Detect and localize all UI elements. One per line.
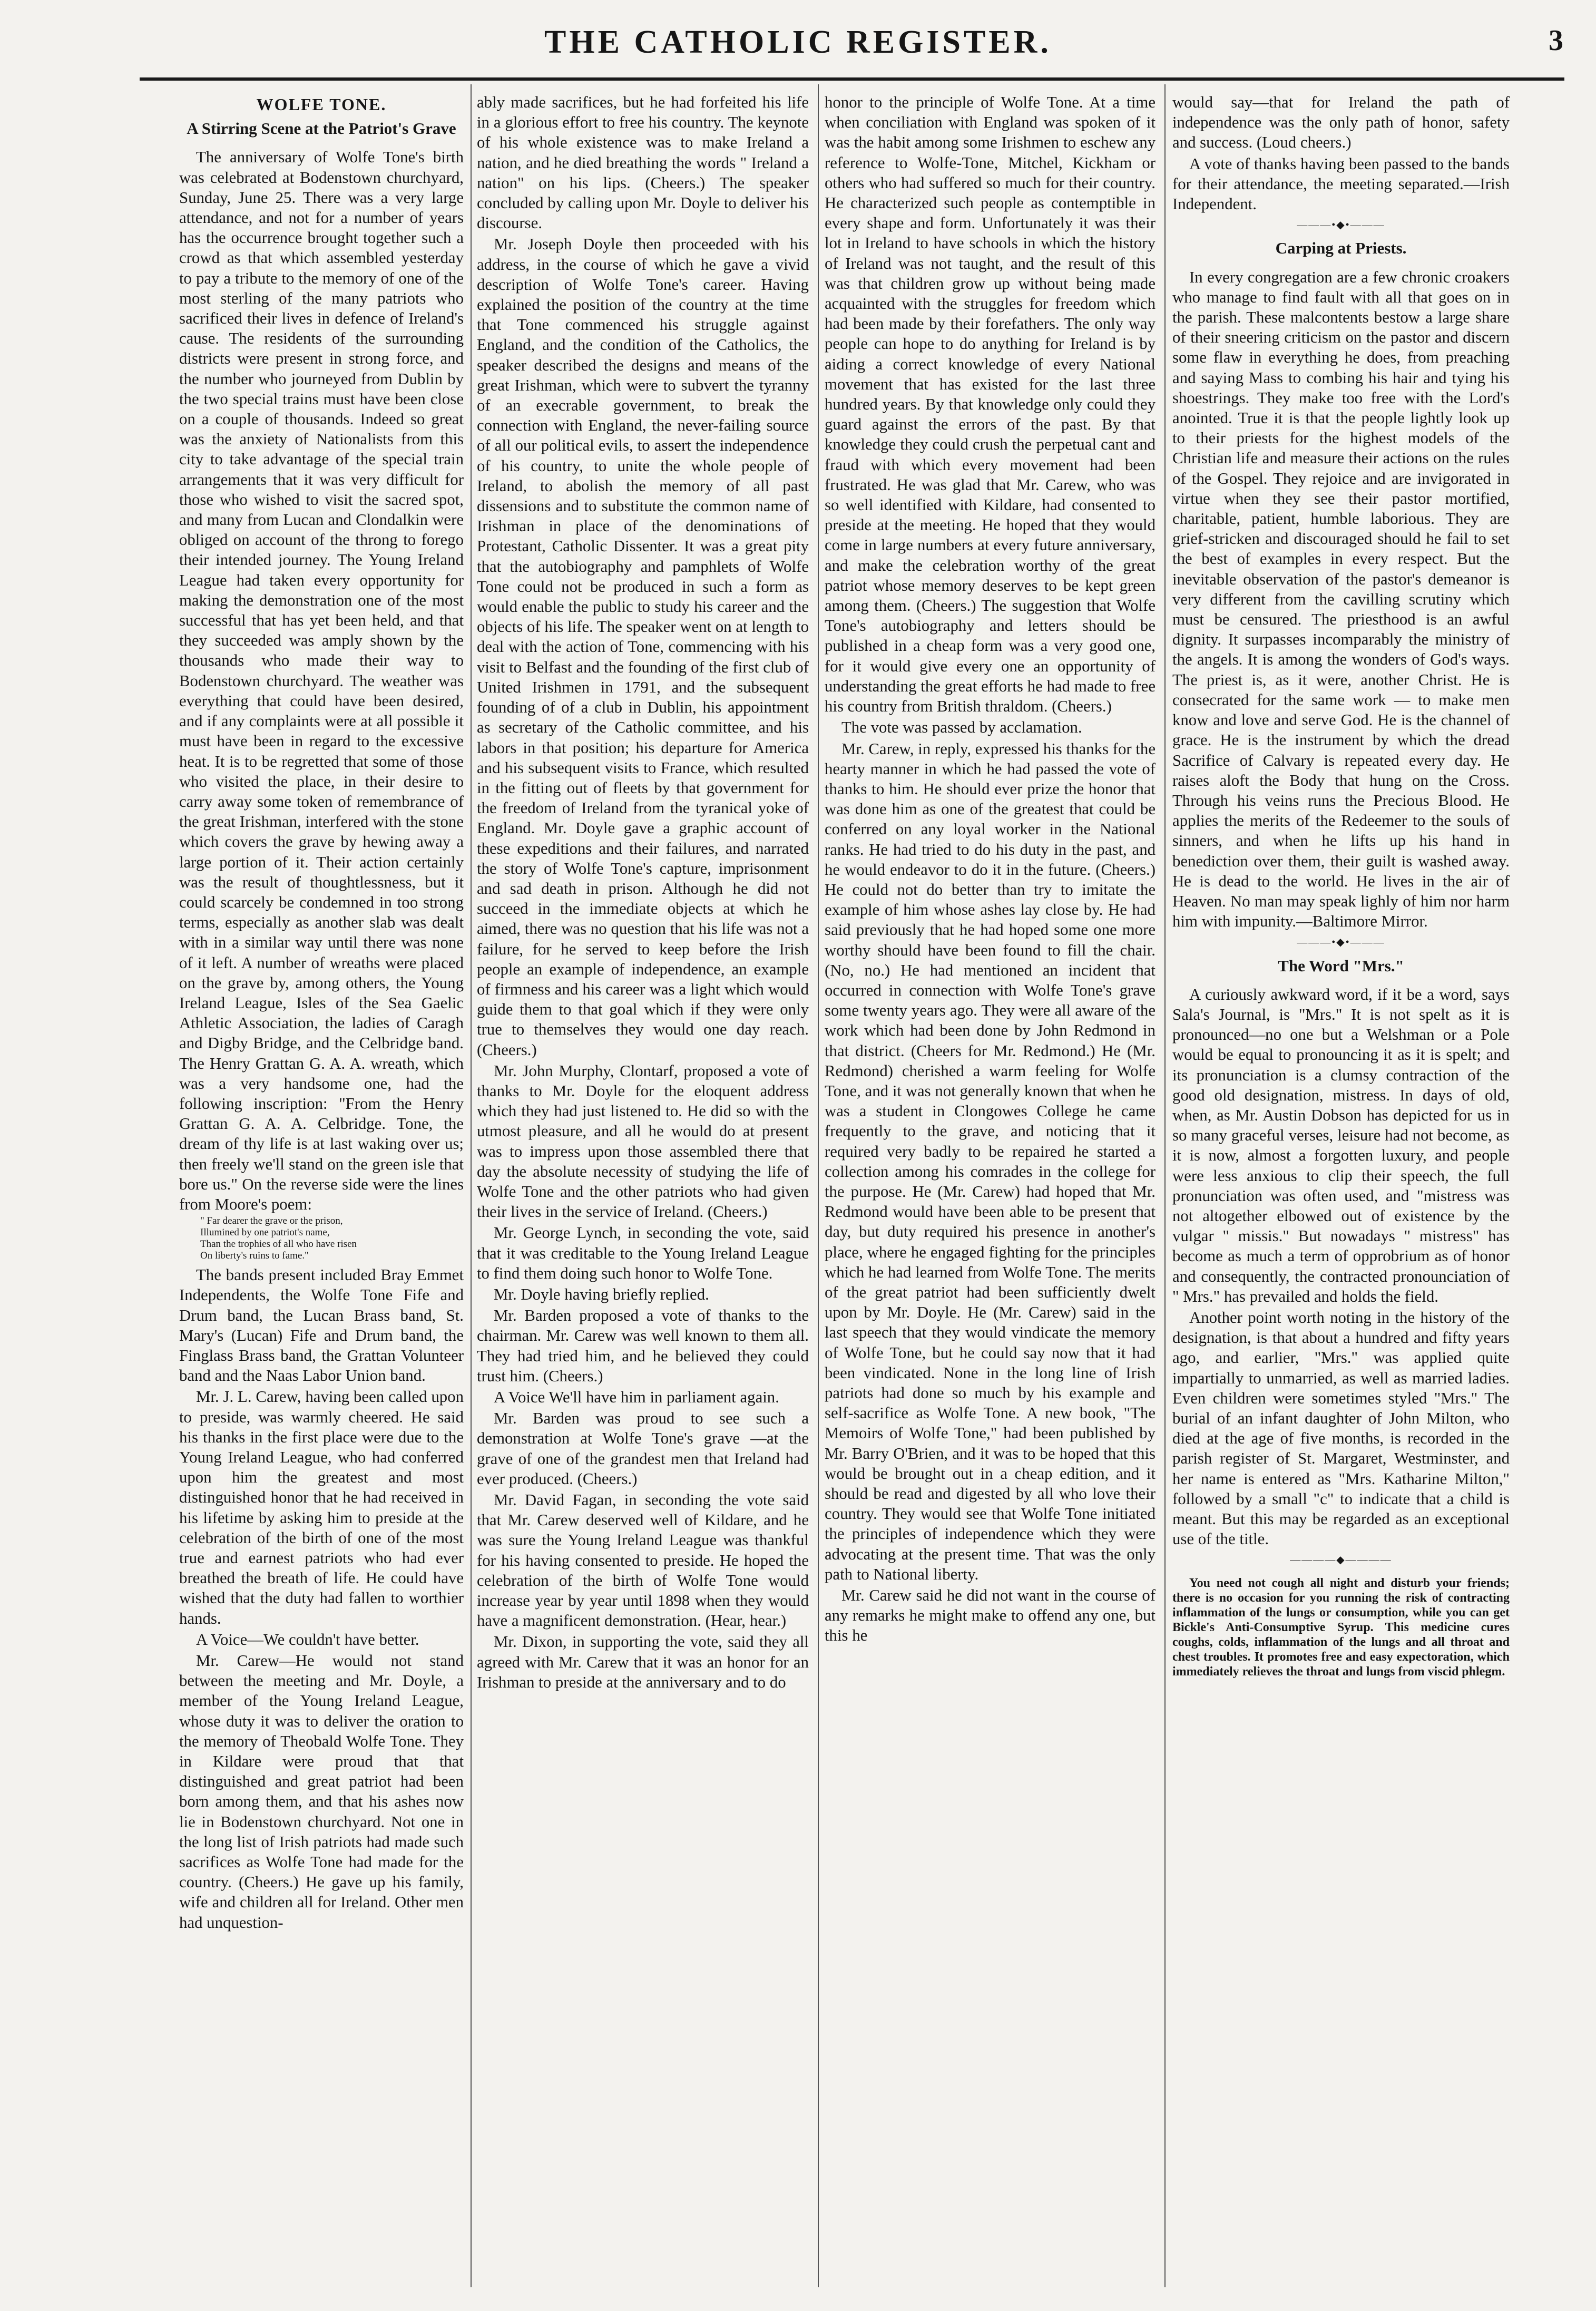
- newspaper-title: THE CATHOLIC REGISTER.: [544, 24, 1052, 60]
- paragraph: would say—that for Ireland the path of independence was the only path of honor, safety and success. (Loud cheers.): [1172, 93, 1510, 152]
- paragraph: A Voice—We couldn't have better.: [196, 1630, 419, 1649]
- paragraph: Mr. George Lynch, in seconding the vote, said that it was creditable to the Young Ireland League to find them doing such honor to Wolfe Tone.: [477, 1224, 809, 1282]
- paragraph: Mr. Carew—He would not stand between the meeting and Mr. Doyle, a member of the Young Ireland League, whose duty it was to deliver the oration to the memory of Theobald Wolfe Tone. They in Kildare were proud that that distinguished and great patriot had been born among them, and that his ashes now lie in Bodenstown churchyard. Not one in the long list of Irish patriots had made such sacrifices as Wolfe Tone had made for the country. (Cheers.) He gave up his family, wife and children all for Ireland. Other men had unquestion-: [179, 1652, 464, 1932]
- paragraph: honor to the principle of Wolfe Tone. At a time when conciliation with England was spoken of it was the habit among some Irishmen to eschew any reference to Wolfe-Tone, Mitchel, Kickham or others who had suffered so much for their country. He characterized such people as contemptible in every shape and form. Unfortunately it was their lot in Ireland to have schools in which the history of Ireland was not taught, and the result of this was that children grow up without being made acquainted with the struggles for freedom which had been made by their forefathers. The only way people can hope to do anything for Ireland is by aiding a correct knowledge of every National movement that has existed for the last three hundred years. By that knowledge only could they guard against the errors of the past. By that knowledge they could crush the perpetual cant and fraud with which every movement had been frustrated. He was glad that Mr. Carew, who was so well identified with Kildare, had consented to preside at the meeting. He hoped that they would come in large numbers at every future anniversary, and make the celebration worthy of the great patriot whose memory deserves to be kept green among them. (Cheers.) The suggestion that Wolfe Tone's autobiography and letters should be published in a cheap form was a very good one, for it would give every one an opportunity of understanding the great efforts he had made to free his country from British thraldom. (Cheers.): [825, 93, 1156, 716]
- masthead: [0, 24, 1596, 82]
- poem-line: " Far dearer the grave or the prison,: [200, 1215, 343, 1227]
- paragraph: A vote of thanks having been passed to the bands for their attendance, the meeting separated.—Irish Independent.: [1172, 154, 1510, 213]
- poem-line: Illumined by one patriot's name,: [200, 1227, 330, 1239]
- paragraph: Mr. Carew said he did not want in the course of any remarks he might make to offend any one, but this he: [825, 1586, 1156, 1645]
- section-divider: ————◆————: [1290, 1554, 1392, 1566]
- paragraph: ably made sacrifices, but he had forfeited his life in a glorious effort to free his country. The keynote of his whole existence was to make Ireland a nation, and he died breathing the words " Ireland a nation" on his lips. (Cheers.) The speaker concluded by calling upon Mr. Doyle to deliver his discourse.: [477, 93, 809, 232]
- article-title: WOLFE TONE.: [256, 95, 387, 114]
- paragraph: Mr. Barden proposed a vote of thanks to the chairman. Mr. Carew was well known to them all. They had tried him, and he believed they could trust him. (Cheers.): [477, 1306, 809, 1385]
- column-4: [1172, 92, 1510, 2279]
- column-1: [179, 92, 464, 2279]
- advertisement: You need not cough all night and disturb your friends; there is no occasion for you running the risk of contracting inflammation of the lungs or consumption, while you can get Bickle's Anti-Consumptive Syrup. This medicine cures coughs, colds, inflammation of the lungs and all throat and chest troubles. It promotes free and easy expectoration, which immediately relieves the throat and lungs from viscid phlegm.: [1172, 1576, 1510, 1679]
- paragraph: Mr. John Murphy, Clontarf, proposed a vote of thanks to Mr. Doyle for the eloquent address which they had just listened to. He did so with the utmost pleasure, and all he would do at present was to impress upon those assembled there that day the absolute necessity of studying the life of Wolfe Tone and the other patriots who had given their lives in the service of Ireland. (Cheers.): [477, 1061, 809, 1221]
- section-divider: ———•◆•———: [1297, 937, 1385, 949]
- paragraph: Mr. Joseph Doyle then proceeded with his address, in the course of which he gave a vivid description of Wolfe Tone's career. Having explained the position of the country at the time that Tone commenced his struggle against England, and the condition of the Catholics, the speaker described the designs and means of the great Irishman, which were to subvert the tyranny of an execrable government, to break the connection with England, the never-failing source of all our political evils, to assert the independence of his country, to unite the whole people of Ireland, to abolish the memory of all past dissensions and to substitute the common name of Irishman in place of the denominations of Protestant, Catholic Dissenter. It was a great pity that the autobiography and pamphlets of Wolfe Tone could not be produced in such a form as would enable the public to study his career and the objects of his life. The speaker went on at length to deal with the action of Tone, commencing with his visit to Belfast and the founding of the first club of United Irishmen in 1791, and the subsequent founding of of a club in Dublin, his appointment as secretary of the Catholic committee, and his labors in that position; his departure for America and his subsequent visits to France, which resulted in the fitting out of fleets by that government for the freedom of Ireland from the tyranical yoke of England. Mr. Doyle gave a graphic account of these expeditions and their failures, and narrated the story of Wolfe Tone's capture, imprisonment and sad death in prison. Although he did not succeed in the immediate objects at which he aimed, there was no question that his life was not a failure, for he served to keep before the Irish people an example of independence, an example of firmness and his career was a light which would guide them to that goal which if they were only true to themselves they would one day reach. (Cheers.): [477, 235, 809, 1059]
- poem-line: Than the trophies of all who have risen: [200, 1239, 357, 1250]
- paragraph: Mr. J. L. Carew, having been called upon to preside, was warmly cheered. He said his thanks in the first place were due to the Young Ireland League, who had conferred upon him the greatest and most distinguished honor that he had received in his lifetime by asking him to preside at the celebration of the birth of one of the most true and earnest patriots who had ever breathed the breath of life. He could have wished that the duty had fallen to worthier hands.: [179, 1388, 464, 1627]
- paragraph: The bands present included Bray Emmet Independents, the Wolfe Tone Fife and Drum band, the Lucan Brass band, St. Mary's (Lucan) Fife and Drum band, the Finglass Brass band, the Grattan Volunteer band and the Naas Labor Union band.: [179, 1266, 464, 1385]
- article-columns: [0, 92, 1596, 2279]
- paragraph: Mr. Doyle having briefly replied.: [494, 1285, 709, 1303]
- section-heading: Carping at Priests.: [1275, 239, 1407, 258]
- poem-line: On liberty's ruins to fame.": [200, 1250, 309, 1262]
- section-divider: ———•◆•———: [1297, 219, 1385, 231]
- section-heading: The Word "Mrs.": [1278, 956, 1404, 975]
- masthead-rule: [140, 77, 1564, 81]
- paragraph: The anniversary of Wolfe Tone's birth was celebrated at Bodenstown churchyard, Sunday, June 25. There was a very large attendance, and not for a number of years has the occurrence brought together such a crowd as that which assembled yesterday to pay a tribute to the memory of one of the most sterling of the many patriots who sacrificed their lives in defence of Ireland's cause. The residents of the surrounding districts were present in strong force, and the number who journeyed from Dublin by the two special trains must have been close on a couple of thousands. Indeed so great was the anxiety of Nationalists from this city to take advantage of the special train arrangements that it was very difficult for those who wished to visit the sacred spot, and many from Lucan and Clondalkin were obliged on account of the throng to forego their intended journey. The Young Ireland League had taken every opportunity for making the demonstration one of the most successful that has yet been held, and that they succeeded was amply shown by the thousands who made their way to Bodenstown churchyard. The weather was everything that could have been desired, and if any complaints were at all possible it must have been in regard to the excessive heat. It is to be regretted that some of those who visited the place, in their desire to carry away some token of remembrance of the great Irishman, interfered with the stone which covers the grave by hewing away a large portion of it. Their action certainly was the result of thoughtlessness, but it could scarcely be condemned in too strong terms, especially as another slab was dealt with in a similar way until there was none of it left. A number of wreaths were placed on the grave by, among others, the Young Ireland League, Isles of the Sea Gaelic Athletic Association, the ladies of Caragh and Digby Bridge, and the Celbridge band. The Henry Grattan G. A. A. wreath, which was a very handsome one, had the following inscription: "From the Henry Grattan G. A. A. Celbridge. Tone, the dream of thy life is at last waking over us; then freely we'll stand on the green isle that bore us." On the reverse side were the lines from Moore's poem:: [179, 148, 464, 1213]
- paragraph: Mr. David Fagan, in seconding the vote said that Mr. Carew deserved well of Kildare, and he was sure the Young Ireland League was thankful for his having consented to preside. He hoped the celebration of the birth of Wolfe Tone would increase year by year until 1898 when they would have a magnificent demonstration. (Hear, hear.): [477, 1491, 809, 1630]
- paragraph: Another point worth noting in the history of the designation, is that about a hundred and fifty years ago, and earlier, "Mrs." was applied quite impartially to unmarried, as well as married ladies. Even children were sometimes styled "Mrs." The burial of an infant daughter of John Milton, who died at the age of five months, is recorded in the parish register of St. Margaret, Westminster, and her name is entered as "Mrs. Katharine Milton," followed by a small "c" to indicate that a child is meant. But this may be regarded as an exceptional use of the title.: [1172, 1308, 1510, 1548]
- poem: [200, 1215, 464, 1262]
- paragraph: The vote was passed by acclamation.: [841, 718, 1082, 737]
- column-3: [825, 92, 1156, 2279]
- paragraph: A curiously awkward word, if it be a word, says Sala's Journal, is "Mrs." It is not spelt as it is pronounced—no one but a Welshman or a Pole would be equal to pronouncing it as it is spelt; and its pronunciation is a clumsy contraction of the good old designation, mistress. In days of old, when, as Mr. Austin Dobson has depicted for us in so many graceful verses, leisure had not become, as it is now, almost a forgotten luxury, and people were less anxious to clip their speech, the full pronunciation was often used, and "mistress was not altogether elbowed out of existence by the vulgar " missis." But nowadays " mistress" has become as much a term of opprobrium as of honor and consequently, the contracted pronounciation of " Mrs." has prevailed and holds the field.: [1172, 985, 1510, 1305]
- page-number: 3: [1549, 24, 1563, 57]
- paragraph: A Voice We'll have him in parliament again.: [494, 1388, 779, 1406]
- article-subtitle: A Stirring Scene at the Patriot's Grave: [187, 119, 456, 138]
- paragraph: Mr. Dixon, in supporting the vote, said they all agreed with Mr. Carew that it was an honor for an Irishman to preside at the anniversary and to do: [477, 1633, 809, 1691]
- paragraph: In every congregation are a few chronic croakers who manage to find fault with all that goes on in the parish. These malcontents bestow a large share of their sneering criticism on the pastor and discern some flaw in everything he does, from preaching and saying Mass to combing his hair and tying his shoestrings. They make too free with the Lord's anointed. True it is that the people lightly look up to their priests for the highest models of the Christian life and measure their actions on the rules of the Gospel. They rejoice and are invigorated in virtue when they see their pastor mortified, charitable, patient, humble laborious. They are grief-stricken and discouraged should he fail to set the best of examples in every respect. But the inevitable observation of the pastor's demeanor is very different from the cavilling scrutiny which must be censured. The priesthood is an awful dignity. It surpasses incomparably the ministry of the angels. It is among the wonders of God's ways. The priest is, as it were, another Christ. He is consecrated for the same work — to make men know and love and serve God. He is the channel of grace. He is the instrument by which the dread Sacrifice of Calvary is repeated every day. He raises aloft the Body that hung on the Cross. Through his veins runs the Precious Blood. He applies the merits of the Redeemer to the souls of sinners, and when he lifts up his hand in benediction over them, their guilt is washed away. He is dead to the world. He lives in the air of Heaven. No man may speak lighly of him nor harm him with impunity.—Baltimore Mirror.: [1172, 268, 1510, 931]
- paragraph: Mr. Carew, in reply, expressed his thanks for the hearty manner in which he had passed the vote of thanks to him. He should ever prize the honor that was done him as one of the greatest that could be conferred on any loyal worker in the National ranks. He had tried to do his duty in the past, and he would endeavor to do it in the future. (Cheers.) He could not do better than try to imitate the example of him whose ashes lay close by. He had said previously that he had hoped some one more worthy should have been found to fill the chair. (No, no.) He had mentioned an incident that occurred in connection with Wolfe Tone's grave some twenty years ago. They were all aware of the work which had been done by John Redmond in that district. (Cheers for Mr. Redmond.) He (Mr. Redmond) cherished a warm feeling for Wolfe Tone, and it was not generally known that when he was a student in Clongowes College he came frequently to the grave, and noticing that it required very badly to be repaired he started a collection among his comrades in the college for the purpose. He (Mr. Carew) had hoped that Mr. Redmond would have been able to be present that day, but duty required his presence in another's place, where he engaged fighting for the principles which he had learned from Wolfe Tone. The merits of the great patriot had been sufficiently dwelt upon by Mr. Doyle. He (Mr. Carew) said in the last speech that they would vindicate the memory of Wolfe Tone, but he could say now that it had been vindicated. None in the long line of Irish patriots had done so much by his example and self-sacrifice as Wolfe Tone. A new book, "The Memoirs of Wolfe Tone," had been published by Mr. Barry O'Brien, and it was to be hoped that this would be brought out in a cheap edition, and it should be read and digested by all who love their country. They would see that Wolfe Tone initiated the principles of independence which they were advocating at the present time. That was the only path to National liberty.: [825, 739, 1156, 1583]
- paragraph: Mr. Barden was proud to see such a demonstration at Wolfe Tone's grave —at the grave of one of the grandest men that Ireland had ever produced. (Cheers.): [477, 1409, 809, 1488]
- column-2: [477, 92, 809, 2279]
